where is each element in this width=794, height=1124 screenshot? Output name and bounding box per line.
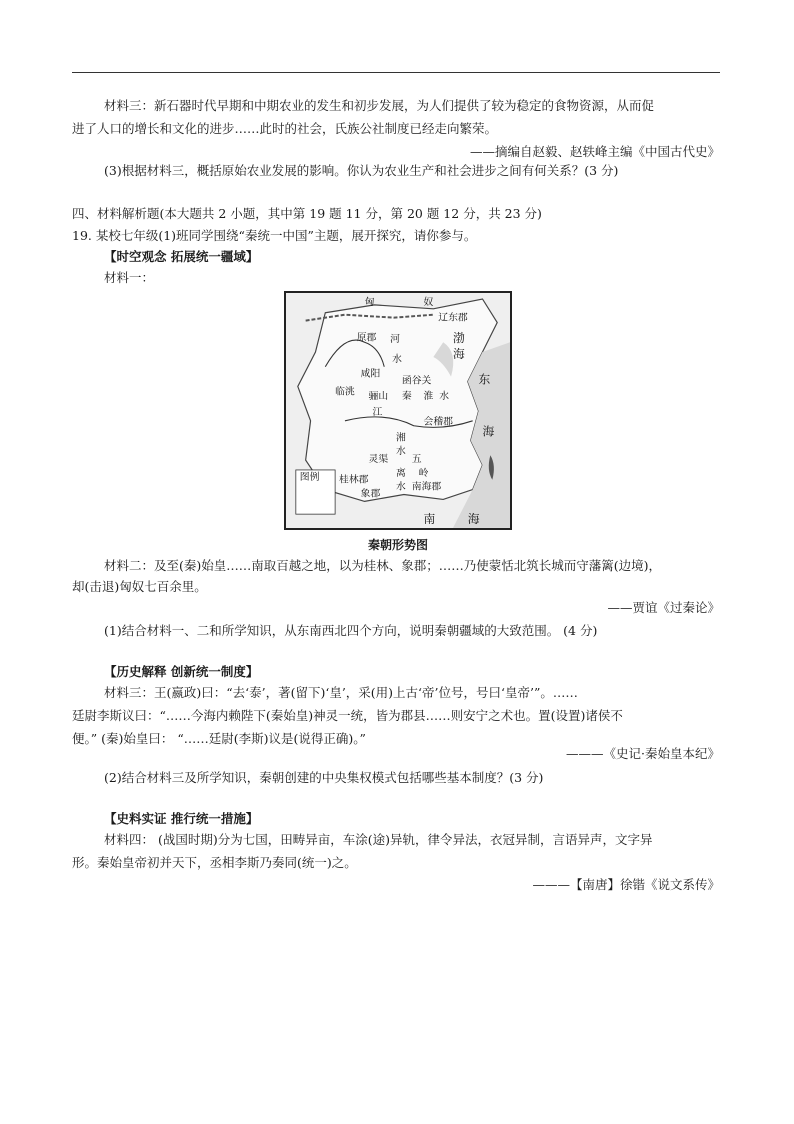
material-1-label: 材料一： bbox=[104, 270, 155, 285]
material-4-line2: 形。秦始皇帝初并天下，丞相李斯乃奏同(统一)之。 bbox=[72, 855, 357, 870]
map-label-shui2: 水 bbox=[439, 391, 450, 403]
material-3b-line1: 材料三：王(嬴政)曰：“去‘泰’，著(留下)‘皇’，采(用)上古‘帝’位号，号曰‘皇帝’”。…… bbox=[104, 685, 578, 700]
material-3-text-line2: 进了人口的增长和文化的进步……此时的社会，氏族公社制度已经走向繁荣。 bbox=[72, 121, 498, 136]
map-label-xiangjun: 象郡 bbox=[360, 488, 381, 500]
map-label-nan: 南 bbox=[423, 511, 436, 526]
map-label-bohai-a: 渤 bbox=[453, 331, 465, 346]
map-label-lishan: 骊山 bbox=[368, 391, 389, 403]
map-label-lishui2: 水 bbox=[396, 481, 406, 493]
map-label-shui: 水 bbox=[392, 353, 402, 365]
material-4-line1: 材料四： (战国时期)分为七国，田畴异亩，车涂(途)异轨，律令异法，衣冠异制，言语异声，文字异 bbox=[104, 832, 653, 847]
header-rule bbox=[72, 72, 720, 73]
question-1: (1)结合材料一、二和所学知识，从东南西北四个方向，说明秦朝疆域的大致范围。 (4 分) bbox=[104, 623, 598, 638]
map-label-kuaiji: 会稽郡 bbox=[423, 416, 453, 428]
section-4-heading: 四、材料解析题(本大题共 2 小题，其中第 19 题 11 分，第 20 题 12 分，共 23 分) bbox=[72, 206, 542, 221]
material-3b-line3: 便。” (秦)始皇曰： “……廷尉(李斯)议是(说得正确)。” bbox=[72, 731, 366, 746]
map-label-bohai-b: 海 bbox=[453, 346, 465, 361]
map-label-wu: 五 bbox=[411, 454, 422, 466]
map-label-hangu: 函谷关 bbox=[401, 375, 432, 387]
material-4-source: ———【南唐】徐锴《说文系传》 bbox=[532, 877, 720, 892]
material-2-line1: 材料二：及至(秦)始皇……南取百越之地，以为桂林、象郡；……乃使蒙恬北筑长城而守藩篱(边境)， bbox=[104, 558, 662, 573]
map-label-huai: 淮 bbox=[423, 391, 434, 403]
map-label-xiongnu-b: 奴 bbox=[423, 296, 434, 308]
qin-dynasty-map bbox=[284, 291, 512, 530]
map-label-jiang: 江 bbox=[372, 406, 383, 418]
part-3-title: 【史料实证 推行统一措施】 bbox=[104, 811, 259, 826]
material-2-source: ——贾谊《过秦论》 bbox=[607, 600, 720, 615]
map-label-nanhai-jun: 南海郡 bbox=[411, 481, 442, 493]
question-19-intro: 19. 某校七年级(1)班同学围绕“秦统一中国”主题，展开探究，请你参与。 bbox=[72, 228, 477, 243]
map-label-east-dong: 东 bbox=[478, 372, 491, 387]
material-3b-source: ———《史记·秦始皇本纪》 bbox=[566, 746, 720, 761]
map-label-lishui: 离 bbox=[396, 467, 406, 479]
material-3-text-line1: 材料三：新石器时代早期和中期农业的发生和初步发展，为人们提供了较为稳定的食物资源，从而促 bbox=[104, 98, 655, 113]
map-label-liaodong: 辽东郡 bbox=[438, 312, 468, 324]
map-label-yuanqi: 原郡 bbox=[356, 332, 377, 344]
map-label-lintao: 临洮 bbox=[335, 386, 355, 398]
map-label-he: 河 bbox=[390, 334, 400, 346]
map-label-xiangshui: 水 bbox=[396, 446, 406, 458]
map-label-hai-east: 海 bbox=[482, 424, 495, 439]
map-svg bbox=[286, 293, 510, 528]
part-2-title: 【历史解释 创新统一制度】 bbox=[104, 664, 259, 679]
map-label-xiongnu-a: 匈 bbox=[364, 296, 375, 308]
material-3-source: ——摘编自赵毅、赵轶峰主编《中国古代史》 bbox=[469, 144, 720, 159]
part-1-title: 【时空观念 拓展统一疆域】 bbox=[104, 249, 259, 264]
map-label-guilin: 桂林郡 bbox=[339, 474, 369, 486]
question-3: (3)根据材料三，概括原始农业发展的影响。你认为农业生产和社会进步之间有何关系？(3 分) bbox=[104, 163, 619, 178]
map-legend-title: 图例 bbox=[299, 471, 320, 483]
map-label-nanhai-sea: 海 bbox=[467, 511, 480, 526]
material-3b-line2: 廷尉李斯议曰：“……今海内赖陛下(秦始皇)神灵一统，皆为郡县……则安宁之术也。置(设置)诸侯不 bbox=[72, 708, 623, 723]
map-label-xiang: 湘 bbox=[396, 432, 406, 444]
material-2-line2: 却(击退)匈奴七百余里。 bbox=[72, 579, 207, 594]
map-label-qin: 秦 bbox=[401, 391, 412, 403]
map-label-lingqu: 灵渠 bbox=[368, 454, 389, 466]
question-2: (2)结合材料三及所学知识，秦朝创建的中央集权模式包括哪些基本制度？(3 分) bbox=[104, 770, 544, 785]
map-label-xianyang: 咸阳 bbox=[360, 368, 381, 380]
map-label-ling: 岭 bbox=[418, 467, 429, 479]
map-caption: 秦朝形势图 bbox=[367, 538, 428, 552]
